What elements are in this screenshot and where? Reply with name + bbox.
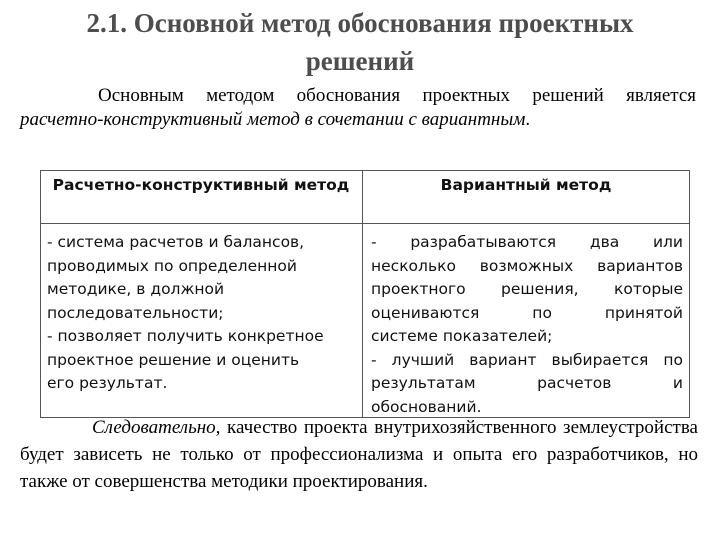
variant-method-description <box>371 231 683 419</box>
variant-line: обоснований. <box>371 397 482 416</box>
methods-table <box>40 170 690 418</box>
intro-end: . <box>525 109 531 130</box>
intro-paragraph <box>20 84 696 132</box>
column-divider <box>362 171 363 417</box>
variant-line: системе показателей; <box>371 327 553 345</box>
variant-line: оцениваются по принятой <box>371 303 683 322</box>
slide-title-line-2: решений <box>305 46 415 76</box>
calc-line: методике, в должной <box>47 280 225 298</box>
variant-line: результатам расчетов и <box>371 374 683 392</box>
calc-line: проектное решение и оценить <box>47 350 300 369</box>
variant-line: несколько возможных вариантов <box>371 256 683 275</box>
header-divider <box>41 223 689 224</box>
calc-method-description <box>47 231 357 396</box>
slide-title <box>0 4 720 80</box>
calc-line: последовательности; <box>47 303 224 322</box>
variant-line: - разрабатываются два или <box>371 233 683 251</box>
slide-title-line-1: 2.1. Основной метод обоснования проектных <box>86 8 634 38</box>
conclusion-paragraph <box>20 414 698 495</box>
calc-line: его результат. <box>47 374 168 392</box>
conclusion-emphasis: Следовательно, <box>92 417 221 438</box>
intro-emphasis: расчетно-конструктивный метод в сочетании с вариантным <box>20 109 526 130</box>
conclusion-text: качество проекта внутрихозяйственного землеустройства будет зависеть не только от профессионализма и опыта его разработчиков, но также от совершенства методики проектирования. <box>20 417 698 492</box>
calc-line: - система расчетов и балансов, <box>47 233 305 251</box>
calc-line: - позволяет получить конкретное <box>47 327 324 345</box>
variant-line: - лучший вариант выбирается по <box>371 350 683 369</box>
header-variant-method: Вариантный метод <box>440 176 612 194</box>
header-calc-method: Расчетно-конструктивный метод <box>52 176 350 194</box>
variant-line: проектного решения, которые <box>371 280 683 298</box>
calc-line: проводимых по определенной <box>47 256 297 275</box>
intro-text: Основным методом обоснования проектных решений является <box>98 85 696 106</box>
